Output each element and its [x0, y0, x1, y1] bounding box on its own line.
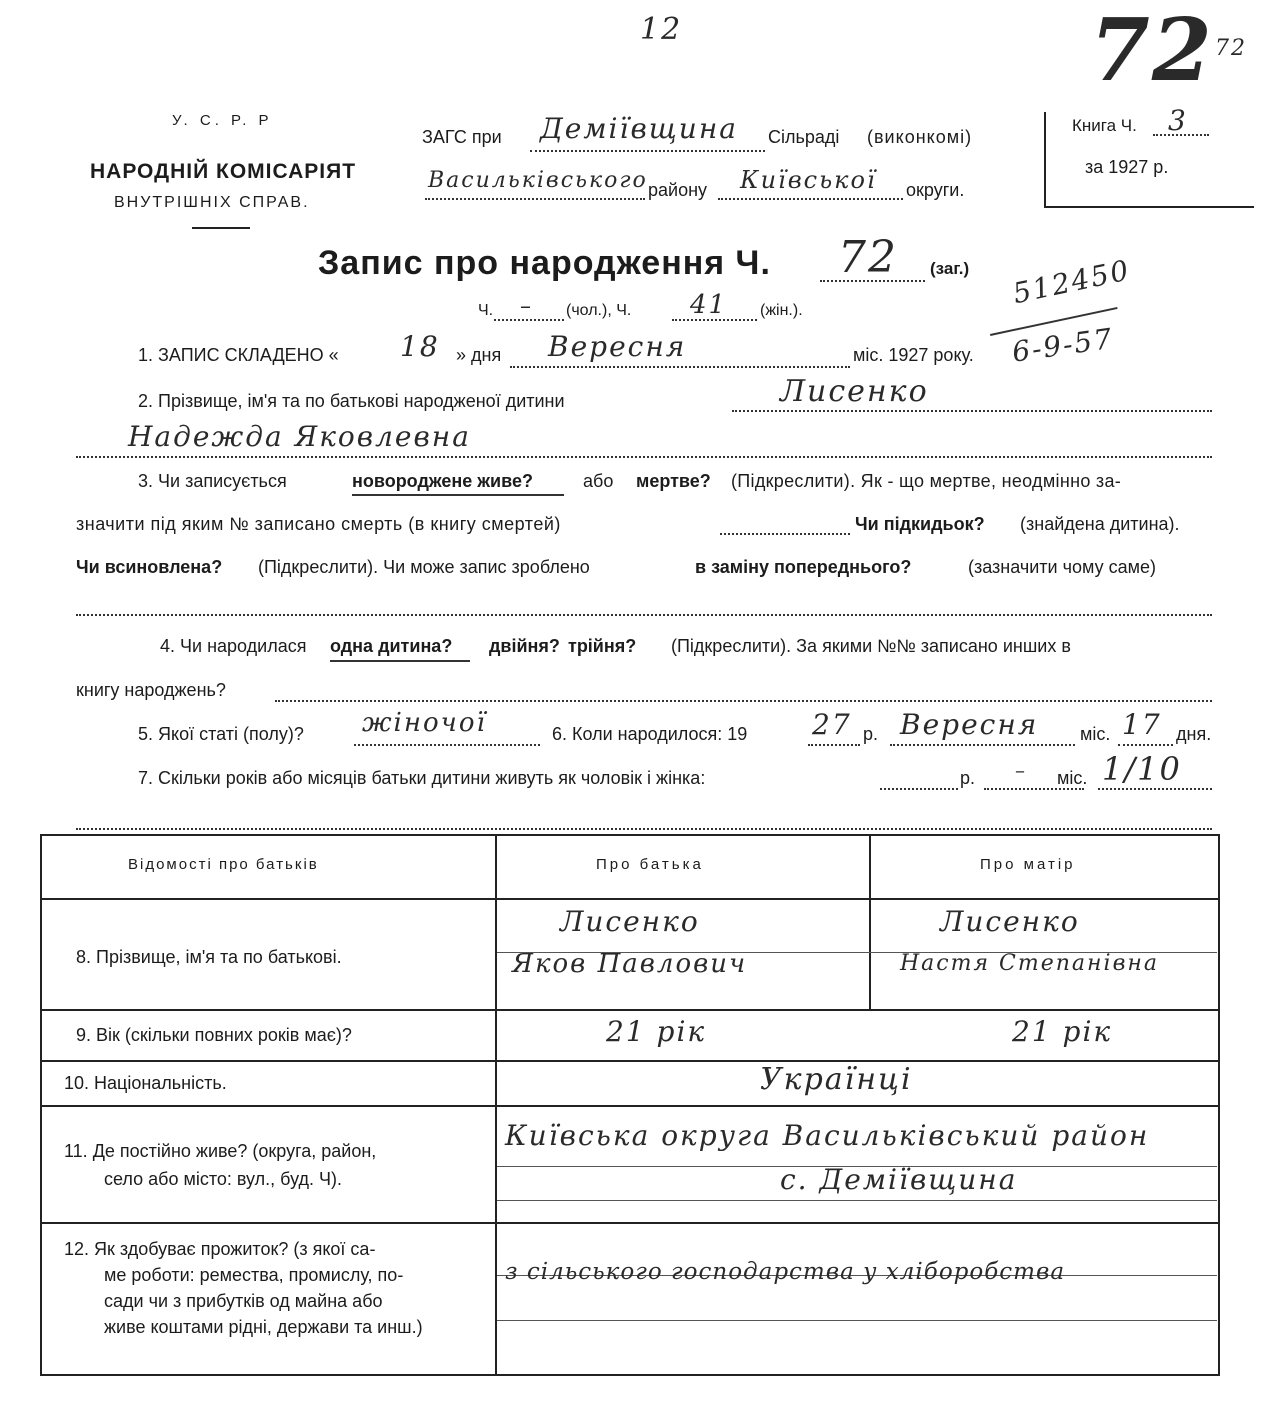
item3-adopted: Чи всиновлена?	[76, 557, 223, 577]
item5-label: 5. Якої статі (полу)?	[138, 724, 304, 744]
row12-label-2: ме роботи: ремества, промислу, по-	[104, 1265, 404, 1285]
row12-label-3: сади чи з прибутків од майна або	[104, 1291, 383, 1311]
corner-small-number: 72	[1215, 36, 1247, 61]
birth-month: Вересня	[900, 708, 1039, 741]
item6-r: р.	[863, 724, 879, 744]
table-header-mother: Про матір	[980, 856, 1076, 873]
mother-name: Настя Степанівна	[900, 951, 1159, 976]
header-divider	[192, 227, 250, 229]
row12-label-4: живе коштами рідні, держави та инш.)	[104, 1317, 423, 1337]
title-suffix: (заг.)	[930, 259, 970, 278]
page-title: Запис про народження Ч.	[318, 244, 771, 282]
item1-day-end: » дня	[456, 345, 502, 365]
item3-alive: новороджене живе?	[352, 471, 533, 491]
residence-line2: с. Деміївщина	[780, 1163, 1018, 1196]
item7-r: р.	[960, 768, 976, 788]
item3-line3b: (Підкреслити). Чи може запис зроблено	[258, 557, 590, 577]
male-label: (чол.), Ч.	[566, 302, 632, 319]
item4-line2: книгу народжень?	[76, 680, 226, 700]
row11-label-1: 11. Де постійно живе? (округа, район,	[64, 1141, 377, 1161]
marriage-years: –	[1015, 758, 1027, 782]
female-label: (жін.).	[760, 302, 803, 319]
father-name: Яков Павлович	[512, 949, 748, 979]
nationality: Українці	[760, 1062, 913, 1097]
livelihood: з сільського господарства у хліборобства	[505, 1259, 1066, 1285]
table-header-info: Відомості про батьків	[128, 856, 319, 873]
zags-exec: (виконкомі)	[867, 127, 973, 147]
item3-line1e: (Підкреслити). Як - що мертве, неодмінно за-	[731, 471, 1122, 491]
stamp-date: 6-9-57	[1010, 321, 1116, 369]
item3-line1a: 3. Чи записується	[138, 471, 287, 491]
zags-district: Васильківського	[428, 168, 648, 193]
item3-foundling: Чи підкидьок?	[855, 514, 985, 534]
item1-month: Вересня	[548, 330, 687, 363]
row10-label: 10. Національність.	[64, 1073, 227, 1093]
item4-triplets: трійня?	[568, 636, 637, 656]
item4-line1a: 4. Чи народилася	[160, 636, 307, 656]
item4-single: одна дитина?	[330, 636, 453, 656]
book-number: 3	[1168, 104, 1188, 137]
father-surname: Лисенко	[560, 905, 700, 938]
mother-surname: Лисенко	[940, 905, 1080, 938]
okruha-label: округи.	[906, 180, 965, 200]
book-year: за 1927 р.	[1085, 157, 1169, 177]
row8-label: 8. Прізвище, ім'я та по батькові.	[76, 947, 342, 967]
commissariat-header: НАРОДНІЙ КОМІСАРІЯТ	[90, 160, 357, 183]
child-sex: жіночої	[362, 708, 487, 738]
birth-year: 27	[812, 708, 852, 741]
birth-day: 17	[1122, 708, 1162, 741]
item3-line3d: (зазначити чому саме)	[968, 557, 1156, 577]
zags-council: Сільраді	[768, 127, 840, 147]
item2-label: 2. Прізвище, ім'я та по батькові народженої дитини	[138, 391, 565, 411]
zags-okruha: Київської	[740, 166, 877, 194]
table-header-father: Про батька	[596, 856, 704, 873]
item3-line2a: значити під яким № записано смерть (в книгу смертей)	[76, 514, 561, 534]
item3-dead: мертве?	[636, 471, 711, 491]
top-page-number: 12	[640, 12, 683, 47]
internal-affairs-header: ВНУТРІШНІХ СПРАВ.	[114, 194, 310, 211]
item1-label: 1. ЗАПИС СКЛАДЕНО «	[138, 345, 339, 365]
row11-label-2: село або місто: вул., буд. Ч).	[104, 1169, 342, 1189]
item7-label: 7. Скільки років або місяців батьки дитини живуть як чоловік і жінка:	[138, 768, 706, 788]
marriage-months: 1/10	[1102, 750, 1182, 788]
row9-label: 9. Вік (скільки повних років має)?	[76, 1025, 352, 1045]
female-count: 41	[690, 290, 728, 320]
item3-or: або	[583, 471, 614, 491]
row12-label-1: 12. Як здобуває прожиток? (з якої са-	[64, 1239, 376, 1259]
item6-mis: міс.	[1080, 724, 1111, 744]
item7-mis: міс.	[1057, 768, 1088, 788]
item1-suffix: міс. 1927 року.	[853, 345, 974, 365]
item3-line2c: (знайдена дитина).	[1020, 514, 1180, 534]
book-label: Книга Ч.	[1072, 116, 1137, 135]
item3-replacement: в заміну попереднього?	[695, 557, 912, 577]
item4-twins: двійня?	[489, 636, 560, 656]
stamp-number: 512450	[1010, 253, 1134, 311]
district-label: району	[648, 180, 708, 200]
record-number: 72	[838, 232, 898, 283]
zags-village: Деміївщина	[540, 112, 738, 145]
father-age: 21 рік	[606, 1015, 707, 1048]
item6-dnia: дня.	[1176, 724, 1212, 744]
ussr-header: У. С. Р. Р	[172, 112, 273, 129]
residence-line1: Київська округа Васильківський район	[505, 1119, 1150, 1152]
child-surname: Лисенко	[780, 374, 929, 409]
item1-day: 18	[400, 330, 440, 363]
male-count: –	[520, 294, 533, 319]
item6-label: 6. Коли народилося: 19	[552, 724, 748, 744]
child-name: Надежда Яковлевна	[128, 420, 471, 453]
corner-handwritten-number: 72	[1090, 0, 1214, 101]
zags-label: ЗАГС при	[422, 127, 502, 147]
mother-age: 21 рік	[1012, 1015, 1113, 1048]
male-label-prefix: Ч.	[478, 302, 494, 319]
item4-line1e: (Підкреслити). За якими №№ записано инших в	[671, 636, 1071, 656]
